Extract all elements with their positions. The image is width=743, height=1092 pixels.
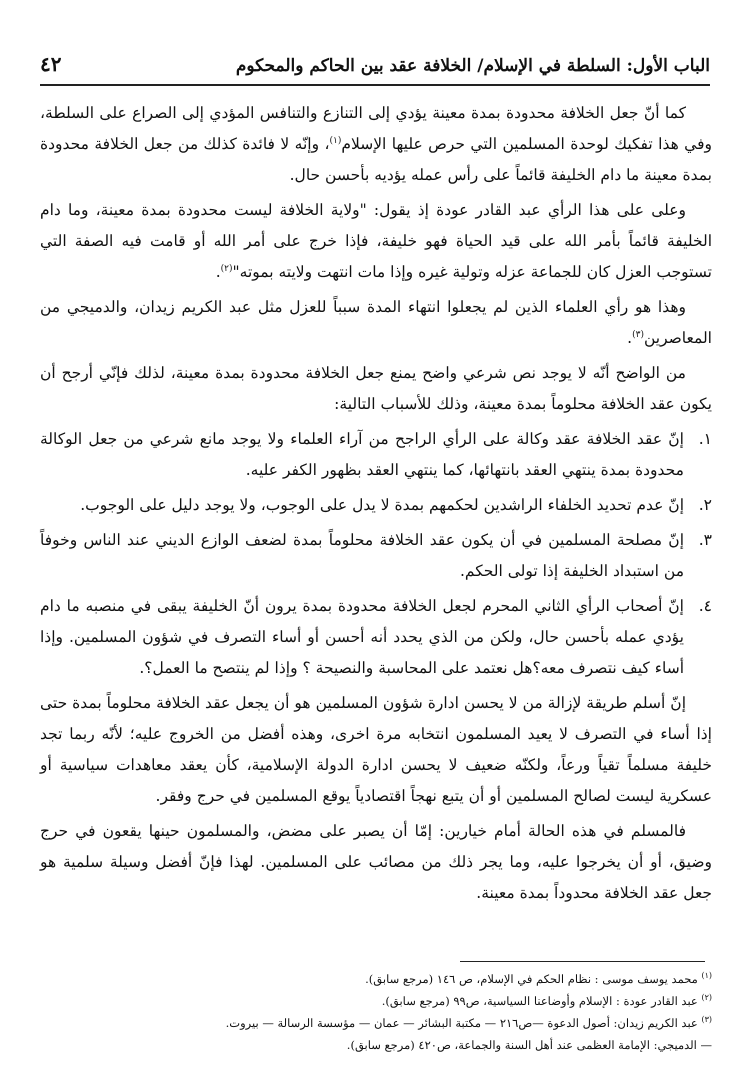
paragraph-2: وعلى على هذا الرأي عبد القادر عودة إذ يقول: "ولاية الخلافة ليست محدودة بمدة معينة، وما دام الخليفة قائماً بأمر الله على قيد الحياة فهو خليفة، فإذا خرج على أمر الله أو قامت فيه الصفة التي تستوجب العزل كان للجماعة عزله وتولية غيره وإذا مات انتهت ولايته بموته"$^{(٢)}$. (40, 201, 712, 281)
footnote-ref-3: (٣) (632, 329, 644, 340)
paragraph-1: كما أنّ جعل الخلافة محدودة بمدة معينة يؤدي إلى التنازع والتنافس المؤدي إلى الصراع على السلطة، وفي هذا تفكيك لوحدة المسلمين التي حرص عليها الإسلام$^{(١)}$، وإنّه لا فائدة كذلك من جعل الخلافة محدودة بمدة معينة ما دام الخليفة قائماً على رأس عمله يؤديه بأحسن حال. (40, 104, 712, 184)
list-item-2: ٢. إنّ عدم تحديد الخلفاء الراشدين لحكمهم بمدة لا يدل على الوجوب، ولا يوجد دليل على الوجوب. (40, 490, 712, 521)
list-item-4: ٤. إنّ أصحاب الرأي الثاني المحرم لجعل الخلافة محدودة بمدة يرون أنّ الخليفة يبقى في منصبه ما دام يؤدي عمله بأحسن حال، ولكن من الذي يحدد أنه أحسن أو أساء التصرف في شؤون المسلمين. وإذا أساء كيف نتصرف معه؟هل نعتمد على المحاسبة والنصيحة ؟ وإذا لم ينتصح ما العمل؟. (40, 591, 712, 684)
footnote-ref-2: (٢) (220, 263, 233, 274)
running-header (40, 50, 710, 86)
chapter-title: الباب الأول: السلطة في الإسلام/ الخلافة عقد بين الحاكم والمحكوم (235, 56, 710, 76)
paragraph-3: وهذا هو رأي العلماء الذين لم يجعلوا انتهاء المدة سبباً للعزل مثل عبد الكريم زيدان، والدميجي من المعاصرين$^{(٣)}$. (40, 298, 712, 347)
footnote-3: $^{(٣)}$ عبد الكريم زيدان: أصول الدعوة —ص٢١٦ — مكتبة البشائر — عمان — مؤسسة الرسالة — بيروت. (225, 1015, 712, 1030)
footnote-3b: — الدميجي: الإمامة العظمى عند أهل السنة والجماعة، ص٤٢٠ (مرجع سابق). (346, 1038, 712, 1052)
list-item-3: ٣. إنّ مصلحة المسلمين في أن يكون عقد الخلافة محلوماً بمدة لضعف الوازع الديني عند الناس وخوفاً من استبداد الخليفة إذا تولى الحكم. (40, 525, 712, 587)
list-item-1: ١. إنّ عقد الخلافة عقد وكالة على الرأي الراجح من آراء العلماء ولا يوجد مانع شرعي من جعل الوكالة محدودة بمدة ينتهي العقد بانتهائها، كما ينتهي العقد بظهور الكفر عليه. (40, 424, 712, 486)
list-number: ٤. (698, 597, 712, 615)
paragraph-6: فالمسلم في هذه الحالة أمام خيارين: إمّا أن يصبر على مضض، والمسلمون حينها يقعون في حرج وضيق، أو أن يخرجوا عليه، وما يجر ذلك من مصائب على المسلمين. لهذا فإنّ أفضل وسيلة سلمية هو جعل عقد الخلافة محدوداً بمدة معينة. (40, 822, 712, 902)
paragraph-4: من الواضح أنّه لا يوجد نص شرعي واضح يمنع جعل الخلافة محدودة بمدة معينة، لذلك فإنّي أرجح أن يكون عقد الخلافة محلوماً بمدة معينة، وذلك للأسباب التالية: (40, 364, 712, 413)
list-number: ١. (698, 430, 712, 448)
footnote-separator (460, 961, 705, 962)
page-body (40, 98, 712, 913)
footnote-ref-1: (١) (329, 135, 342, 146)
paragraph-5: إنّ أسلم طريقة لإزالة من لا يحسن ادارة شؤون المسلمين هو أن يجعل عقد الخلافة محلوماً بمدة حتى إذا أساء في التصرف لا يعيد المسلمون انتخابه مرة اخرى، وهذه أفضل من الخروج عليه؛ لأنّه ربما تجد خليفة مسلماً تقياً ورعاً، ولكنّه ضعيف لا يحسن ادارة الدولة الإسلامية، كأن يعقد معاهدات سياسية أو عسكرية ليست لصالح المسلمين أو أن يتبع نهجاً اقتصادياً يوقع المسلمين في حرج وفقر. (40, 694, 712, 805)
list-number: ٣. (698, 531, 712, 549)
footnotes (40, 968, 712, 1056)
page-number: ٤٢ (40, 52, 62, 76)
footnote-2: $^{(٢)}$ عبد القادر عودة : الإسلام وأوضاعنا السياسية، ص٩٩ (مرجع سابق). (381, 993, 712, 1008)
footnote-1: $^{(١)}$ محمد يوسف موسى : نظام الحكم في الإسلام، ص ١٤٦ (مرجع سابق). (365, 971, 712, 986)
list-number: ٢. (698, 496, 712, 514)
